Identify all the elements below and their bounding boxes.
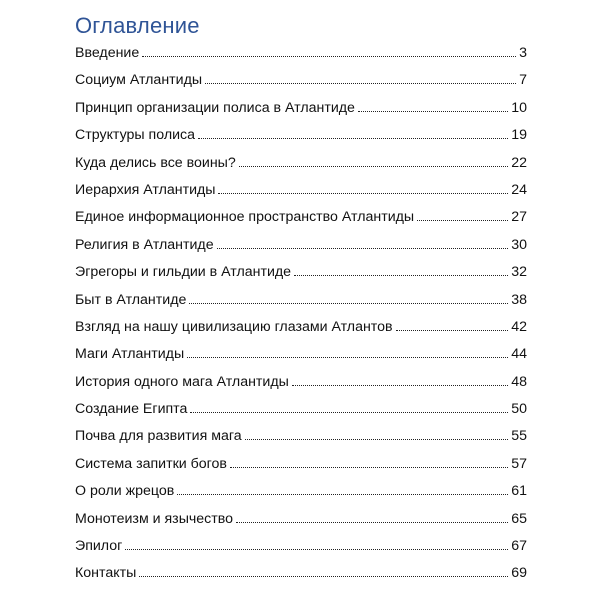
toc-entry-label: Маги Атлантиды <box>75 346 185 363</box>
toc-dot-leader <box>294 275 508 276</box>
toc-entry-label: Введение <box>75 45 140 61</box>
toc-entry-page: 7 <box>519 72 527 89</box>
toc-dot-leader <box>198 138 508 139</box>
toc-dot-leader <box>245 439 509 440</box>
toc-entry-page: 69 <box>511 565 527 582</box>
toc-entry-label: Контакты <box>75 565 137 582</box>
toc-dot-leader <box>190 412 508 413</box>
toc-entry[interactable] <box>75 341 527 368</box>
toc-entry[interactable] <box>75 506 527 533</box>
toc-entry[interactable] <box>75 369 527 396</box>
toc-entry-page: 24 <box>511 181 527 198</box>
toc-entry-label: Почва для развития мага <box>75 428 242 445</box>
toc-entry-label: Эгрегоры и гильдии в Атлантиде <box>75 264 292 281</box>
toc-entry-label: Эпилог <box>75 538 123 555</box>
toc-entry-label: История одного мага Атлантиды <box>75 373 289 390</box>
toc-entry[interactable] <box>75 122 527 149</box>
toc-entry-page: 19 <box>511 127 527 144</box>
toc-entry-label: Быт в Атлантиде <box>75 291 187 308</box>
toc-entry-label: Структуры полиса <box>75 127 196 144</box>
toc-dot-leader <box>187 357 508 358</box>
toc-dot-leader <box>292 385 508 386</box>
toc-dot-leader <box>239 166 508 167</box>
toc-entry-page: 44 <box>511 346 527 363</box>
toc-dot-leader <box>236 522 508 523</box>
toc-entry[interactable] <box>75 478 527 505</box>
toc-dot-leader <box>177 494 508 495</box>
toc-entry-label: Принцип организации полиса в Атлантиде <box>75 99 355 116</box>
toc-entry-label: Религия в Атлантиде <box>75 236 214 253</box>
toc-entry-label: О роли жрецов <box>75 483 175 500</box>
toc-entry-page: 30 <box>511 236 527 253</box>
toc-entry-label: Создание Египта <box>75 401 188 418</box>
toc-title: Оглавление <box>75 13 200 38</box>
toc-entry-label: Монотеизм и язычество <box>75 510 234 527</box>
toc-entry[interactable] <box>75 67 527 94</box>
toc-entry-page: 27 <box>511 209 527 226</box>
toc-entry-label: Единое информационное пространство Атлантиды <box>75 209 415 226</box>
toc-entry-page: 67 <box>511 538 527 555</box>
toc-entry-page: 42 <box>511 318 527 335</box>
toc-entry[interactable] <box>75 560 527 587</box>
toc-entry-page: 3 <box>519 45 527 61</box>
toc-entry[interactable] <box>75 451 527 478</box>
toc-entry-page: 57 <box>511 455 527 472</box>
toc-entry-page: 61 <box>511 483 527 500</box>
toc-dot-leader <box>217 248 509 249</box>
toc-entry-label: Социум Атлантиды <box>75 72 203 89</box>
toc-entry-label: Иерархия Атлантиды <box>75 181 216 198</box>
toc-entry[interactable] <box>75 423 527 450</box>
toc-entry[interactable] <box>75 204 527 231</box>
toc-entry[interactable] <box>75 40 527 67</box>
toc-entry[interactable] <box>75 177 527 204</box>
toc-entry-label: Система запитки богов <box>75 455 227 472</box>
toc-entry-page: 22 <box>511 154 527 171</box>
toc-entry[interactable] <box>75 314 527 341</box>
toc-dot-leader <box>139 576 508 577</box>
toc-entry-label: Куда делись все воины? <box>75 154 236 171</box>
toc-entry-page: 32 <box>511 264 527 281</box>
toc-entry-page: 55 <box>511 428 527 445</box>
toc-entry[interactable] <box>75 150 527 177</box>
toc-entry[interactable] <box>75 533 527 560</box>
toc-dot-leader <box>189 303 508 304</box>
toc-dot-leader <box>417 220 508 221</box>
toc-entry[interactable] <box>75 287 527 314</box>
toc-dot-leader <box>396 330 509 331</box>
toc-entry-label: Взгляд на нашу цивилизацию глазами Атлантов <box>75 318 393 335</box>
toc-entry-page: 65 <box>511 510 527 527</box>
toc-entry[interactable] <box>75 259 527 286</box>
toc-dot-leader <box>358 111 508 112</box>
toc-dot-leader <box>142 56 516 57</box>
toc-dot-leader <box>125 549 508 550</box>
toc-entry-page: 50 <box>511 401 527 418</box>
toc-entry-page: 38 <box>511 291 527 308</box>
toc-entry-page: 10 <box>511 99 527 116</box>
toc-dot-leader <box>218 193 508 194</box>
toc-entry-page: 48 <box>511 373 527 390</box>
toc-list <box>75 40 527 588</box>
toc-entry[interactable] <box>75 232 527 259</box>
toc-entry[interactable] <box>75 396 527 423</box>
toc-dot-leader <box>205 83 516 84</box>
toc-entry[interactable] <box>75 95 527 122</box>
toc-dot-leader <box>230 467 508 468</box>
